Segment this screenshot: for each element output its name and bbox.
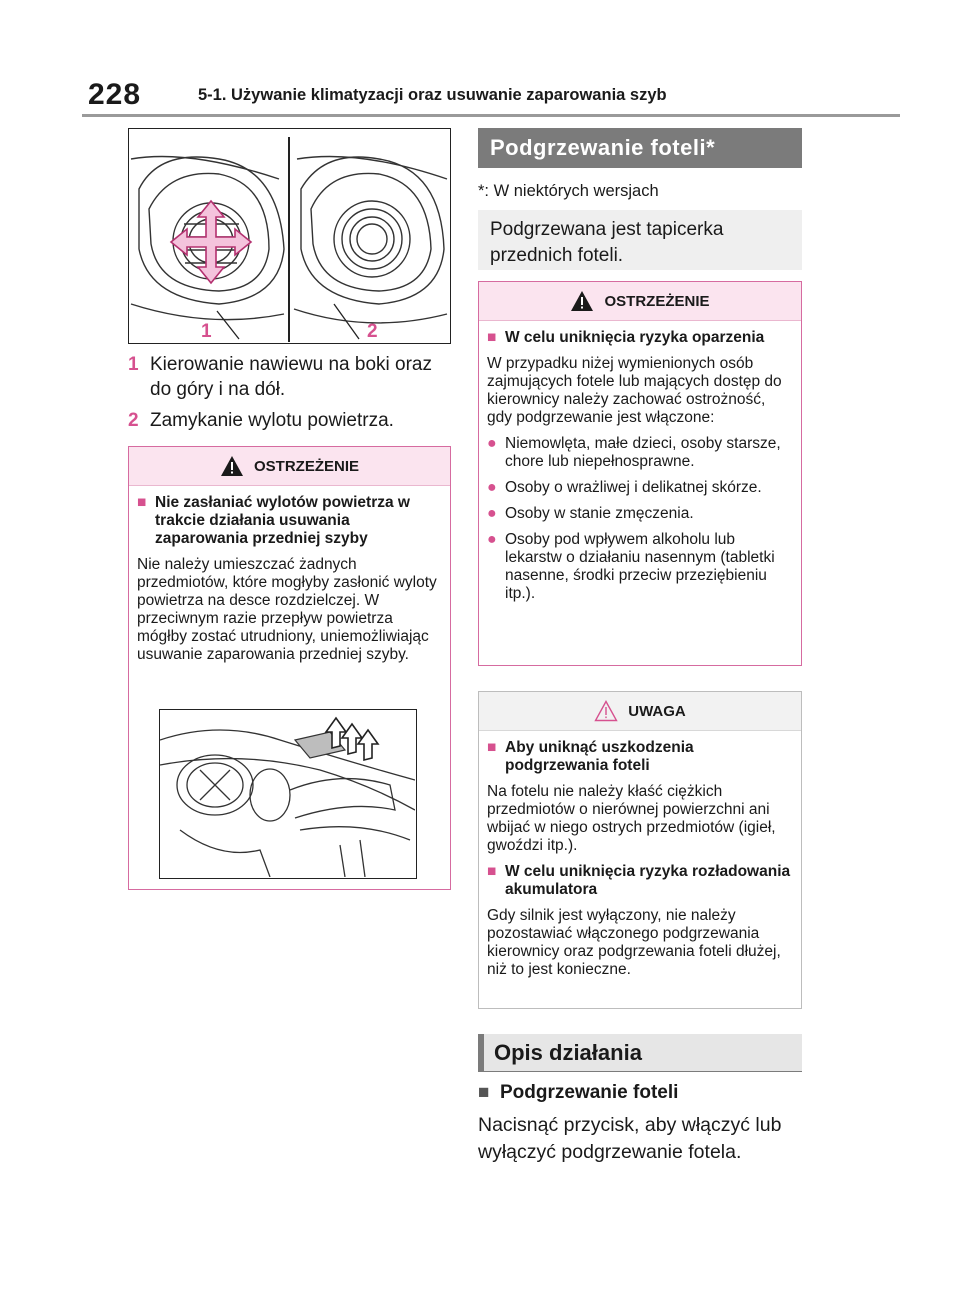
vent-illustration [128, 128, 451, 344]
operation-body: Nacisnąć przycisk, aby włączyć lub wyłączyć podgrzewanie fotela. [478, 1114, 782, 1163]
square-bullet-icon: ■ [487, 329, 497, 346]
list-item [487, 531, 793, 603]
warning-subhead [137, 494, 442, 548]
warning-title: OSTRZEŻENIE [253, 457, 359, 475]
list-item [487, 435, 793, 471]
round-bullet-icon: ● [487, 479, 497, 496]
item-text: Kierowanie nawiewu na boki oraz do góry i na dół. [150, 354, 432, 400]
square-bullet-icon: ■ [478, 1082, 490, 1103]
subhead-text: Podgrzewanie foteli [500, 1082, 679, 1103]
bullet-text: Osoby pod wpływem alkoholu lub lekarstw o działaniu nasennym (tabletki nasenne, środki przeciw przeziębieniu itp.). [505, 531, 775, 602]
list-item [487, 479, 793, 497]
vent-drawing [129, 129, 449, 342]
notice-title: UWAGA [628, 702, 686, 720]
item-number: 2 [128, 410, 139, 431]
square-bullet-icon: ■ [137, 494, 147, 511]
figure-label-1: 1 [201, 321, 212, 342]
caution-triangle-icon [594, 700, 618, 722]
subhead-text: W celu uniknięcia ryzyka rozładowania akumulatora [505, 863, 791, 898]
bullet-text: Niemowlęta, małe dzieci, osoby starsze, chore lub niepełnosprawne. [505, 435, 781, 470]
footnote: *: W niektórych wersjach [478, 182, 659, 200]
notice-subhead [487, 863, 793, 899]
notice-body: Gdy silnik jest wyłączony, nie należy pozostawiać włączonego podgrzewania kierownicy oraz podgrzewania foteli dłużej, niż to jest konieczne. [487, 907, 781, 978]
bullet-text: Osoby w stanie zmęczenia. [505, 505, 694, 522]
header-divider [82, 114, 900, 117]
vent-function-list [128, 352, 448, 439]
warning-triangle-icon [220, 455, 244, 477]
warning-triangle-icon [570, 290, 594, 312]
subhead-text: Aby uniknąć uszkodzenia podgrzewania foteli [505, 739, 694, 774]
subhead-text: Nie zasłaniać wylotów powietrza w trakcie działania usuwania zaparowania przedniej szyby [155, 494, 410, 547]
warning-box-vents [128, 446, 451, 890]
item-number: 1 [128, 354, 139, 375]
square-bullet-icon: ■ [487, 739, 497, 756]
subhead-text: W celu uniknięcia ryzyka oparzenia [505, 329, 765, 346]
notice-body: Na fotelu nie należy kłaść ciężkich przedmiotów o nierównej powierzchni ani wbijać w niego ostrych przedmiotów (igieł, gwoździ itp.). [487, 783, 776, 854]
notice-subhead [487, 739, 793, 775]
notice-box [478, 691, 802, 1009]
round-bullet-icon: ● [487, 505, 497, 522]
bullet-text: Osoby o wrażliwej i delikatnej skórze. [505, 479, 762, 496]
figure-label-2: 2 [367, 321, 378, 342]
page-number: 228 [88, 78, 142, 111]
warning-header [129, 447, 450, 486]
square-bullet-icon: ■ [487, 863, 497, 880]
notice-header [479, 692, 801, 731]
dashboard-drawing [160, 710, 415, 877]
round-bullet-icon: ● [487, 531, 497, 548]
list-item [487, 505, 793, 523]
seat-heating-description: Podgrzewana jest tapicerka przednich foteli. [478, 210, 802, 270]
warning-box-burns [478, 281, 802, 666]
operation-subhead [478, 1082, 678, 1104]
warning-title: OSTRZEŻENIE [604, 292, 710, 310]
item-text: Zamykanie wylotu powietrza. [150, 410, 394, 431]
section-title-operation: Opis działania [478, 1034, 802, 1072]
warning-subhead [487, 329, 793, 347]
dashboard-illustration [159, 709, 417, 879]
chapter-title: 5-1. Używanie klimatyzacji oraz usuwanie zaparowania szyb [198, 86, 667, 104]
warning-body: W przypadku niżej wymienionych osób zajmujących fotele lub mających dostęp do kierownicy należy zachować ostrożność, gdy podgrzewanie jest włączone: [487, 355, 782, 426]
list-item [128, 408, 448, 433]
warning-header [479, 282, 801, 321]
warning-body: Nie należy umieszczać żadnych przedmiotów, które mogłyby zasłonić wyloty powietrza na desce rozdzielczej. W przeciwnym razie przepływ powietrza mógłby zostać utrudniony, uniemożliwiając usuwanie zaparowania przedniej szyby. [137, 556, 437, 663]
round-bullet-icon: ● [487, 435, 497, 452]
list-item [128, 352, 448, 402]
section-title-seat-heating: Podgrzewanie foteli* [478, 128, 802, 168]
